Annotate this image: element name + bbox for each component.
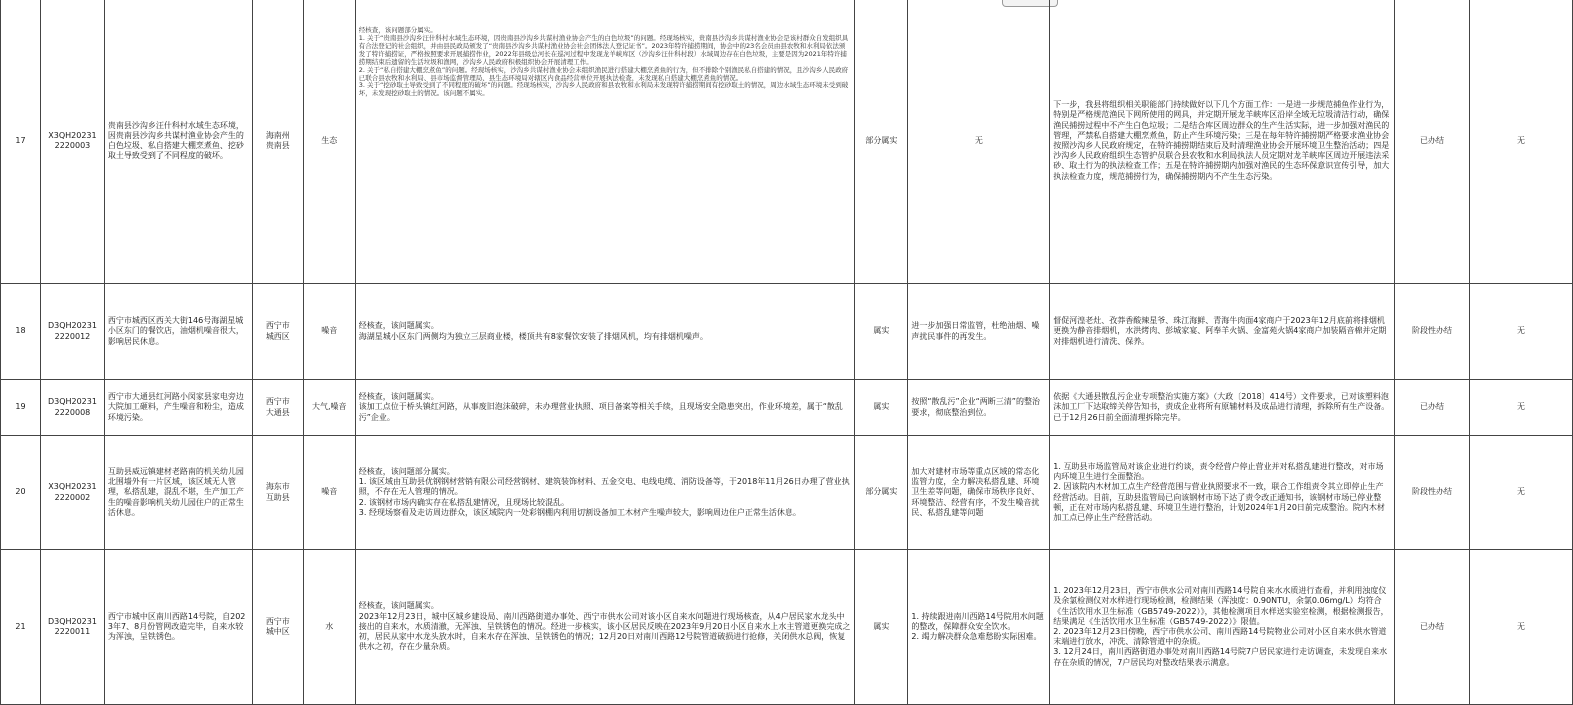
- rectification: 下一步，我县将组织相关职能部门持续做好以下几个方面工作：一是进一步规范捕鱼作业行为，特别是严格规范渔民下网所使用的网具，并定期开展龙羊峡库区沿岸全域无垃圾清洁行动，确保渔民捕捞过程中不产生白色垃圾；二是结合库区周边群众的生产生活实际，进一步加强对渔民的管理，严禁私自搭建大棚烹煮鱼，防止产生环境污染；三是在每年特许捕捞期严格要求渔业协会按照沙沟乡人民政府规定，在特许捕捞期结束后及时清理渔业协会开展环境卫生整治活动；四是沙沟乡人民政府组织生态管护员联合县农牧和水利局执法人员定期对龙羊峡库区周边开展违法采砂、取土行为的执法检查工作；五是在特许捕捞期内加强对渔民的生态环保意识宣传引导，加大执法检查力度，规范捕捞行为，确保捕捞期内不产生生态污染。: [1050, 0, 1395, 284]
- findings-cell: [355, 436, 855, 550]
- region: 西宁市 城中区: [252, 550, 303, 705]
- status: 已办结: [1395, 380, 1470, 436]
- findings-item: 2. 该钢材市场内确实存在私搭乱建情况，且现场比较混乱。: [358, 497, 569, 507]
- row-number: 20: [1, 436, 41, 550]
- findings-head: 经核查，该问题属实。: [358, 392, 439, 402]
- rectification: 1. 2023年12月23日，西宁市供水公司对南川西路14号院自来水水质进行查看，并利用浊度仪及余氯检测仪对水样进行现场检测，检测结果（浑浊度：0.90NTU，余氯0.06mg/L）均符合《生活饮用水卫生标准（GB5749-2022）》，其他检测项目水样送实验室检测，根据检测报告，结果满足《生活饮用水卫生标准（GB5749-2022）》限值。 2. 2023年12月23日傍晚，西宁市供水公司、南川西路14号院物业公司对小区自来水供水管道末端进行放水，冲洗、清除管道中的杂质。 3. 12月24日，南川西路街道办事处对南川西路14号院7户居民家进行走访调查，未发现自来水存在杂质的情况，7户居民均对整改结果表示满意。: [1050, 550, 1395, 705]
- findings-cell: [355, 550, 855, 705]
- punishment: 进一步加强日常监管，杜绝油烟、噪声扰民事件的再发生。: [908, 284, 1050, 380]
- pollution-type: 噪音: [303, 284, 355, 380]
- accountability: 无: [1470, 436, 1573, 550]
- status: 已办结: [1395, 0, 1470, 284]
- findings-head: 经核查，该问题属实。: [358, 321, 439, 331]
- punishment: 加大对建材市场等重点区域的常态化监管力度，全力解决私搭乱建、环境卫生差等问题，确保市场秩序良好、环境整洁、经营有序，不发生噪音扰民、私搭乱建等问题: [908, 436, 1050, 550]
- complaint-text: 贵南县沙沟乡汪什科村水域生态环境，因贵南县沙沟乡共谋村渔业协会产生的白色垃圾、私自搭建大棚烹煮鱼、挖砂取土导致受到了不同程度的破坏。: [104, 0, 252, 284]
- verification-result: 部分属实: [855, 436, 908, 550]
- table-row: [1, 284, 1573, 380]
- findings-cell: [355, 0, 855, 284]
- findings-item: 海湖星城小区东门两侧均为独立三层商业楼，楼顶共有8家餐饮安装了排烟风机，均有排烟机噪声。: [358, 331, 708, 341]
- table-row: [1, 550, 1573, 705]
- row-number: 17: [1, 0, 41, 284]
- verification-result: 部分属实: [855, 0, 908, 284]
- findings-item: 2. 关于“私自搭建大棚烹煮鱼”的问题。经现场核实，沙沟乡共谋村渔业协会未组织渔民进行搭建大棚烹煮鱼的行为，但不排除个别渔民私自搭建的情况，且沙沟乡人民政府已联合县农牧和水利局、县市场监督管理局、县生态环境局对辖区内食品经营单位开展执法检查，未发现私自搭建大棚烹煮鱼的情况。: [358, 65, 849, 82]
- accountability: 无: [1470, 380, 1573, 436]
- row-number: 18: [1, 284, 41, 380]
- row-number: 21: [1, 550, 41, 705]
- verification-result: 属实: [855, 284, 908, 380]
- region: 西宁市 城西区: [252, 284, 303, 380]
- case-id: X3QH20231 2220002: [40, 436, 104, 550]
- table-row: [1, 380, 1573, 436]
- case-id: X3QH20231 2220003: [40, 0, 104, 284]
- region: 海南州 贵南县: [252, 0, 303, 284]
- status: 阶段性办结: [1395, 284, 1470, 380]
- punishment: 1. 持续跟进南川西路14号院用水问题的整改，保障群众安全饮水。 2. 竭力解决群众急难愁盼实际困难。: [908, 550, 1050, 705]
- findings-item: 3. 关于“挖砂取土导致受到了不同程度的破坏”的问题。经现场核实，沙沟乡人民政府和县农牧和水利局未发现特许捕捞期间有挖砂取土的情况，周边水域生态环境未受到破坏，未发现挖砂取土的情况。该问题不属实。: [358, 81, 849, 98]
- table-row: [1, 0, 1573, 284]
- region: 海东市 互助县: [252, 436, 303, 550]
- accountability: 无: [1470, 550, 1573, 705]
- case-id: D3QH20231 2220008: [40, 380, 104, 436]
- findings-item: 3. 经现场察看及走访周边群众，该区域院内一处彩钢棚内利用切割设备加工木材产生噪声较大，影响周边住户正常生活休息。: [358, 507, 801, 517]
- verification-result: 属实: [855, 550, 908, 705]
- complaint-text: 西宁市大通县红河路小闵家县家电旁边大院加工砸料，产生噪音和粉尘，造成环境污染。: [104, 380, 252, 436]
- verification-result: 属实: [855, 380, 908, 436]
- punishment: 按照“散乱污”企业“两断三清”的整治要求，彻底整治到位。: [908, 380, 1050, 436]
- pollution-type: 噪音: [303, 436, 355, 550]
- table-row: [1, 436, 1573, 550]
- status: 阶段性办结: [1395, 436, 1470, 550]
- accountability: 无: [1470, 284, 1573, 380]
- findings-cell: [355, 284, 855, 380]
- pollution-type: 水: [303, 550, 355, 705]
- complaint-text: 互助县威远镇建材老路南的机关幼儿园北围墙外有一片区域，该区域无人管理，私搭乱建，混乱不堪，生产加工产生的噪音影响机关幼儿园住户的正常生活休息。: [104, 436, 252, 550]
- accountability: 无: [1470, 0, 1573, 284]
- findings-item: 该加工点位于桥头镇红河路，从事废旧泡沫破碎，未办理营业执照、项目备案等相关手续，且现场安全隐患突出，作业环境差，属于“散乱污”企业。: [358, 402, 843, 422]
- complaint-text: 西宁市城中区南川西路14号院，自2023年7、8月份管网改造完毕，自来水较为浑浊，呈铁锈色。: [104, 550, 252, 705]
- pollution-type: 生态: [303, 0, 355, 284]
- case-id: D3QH20231 2220011: [40, 550, 104, 705]
- findings-head: 经核查，该问题属实。: [358, 601, 439, 611]
- complaint-text: 西宁市城西区西关大街146号海湖星城小区东门的餐饮店，油烟机噪音很大，影响居民休息。: [104, 284, 252, 380]
- status: 已办结: [1395, 550, 1470, 705]
- findings-item: 1. 该区域由互助县优钢钢材营销有限公司经营钢材、建筑装饰材料、五金交电、电线电缆、消防设备等，于2018年11月26日办理了营业执照，不存在无人管理的情况。: [358, 477, 850, 497]
- rectification: 依据《大通县散乱污企业专项整治实施方案》（大政〔2018〕414号）文件要求，已对该塑料泡沫加工厂下达取缔关停告知书，责成企业将所有原辅材料及成品进行清理，拆除所有生产设备。已于12月26日前全面清理拆除完毕。: [1050, 380, 1395, 436]
- pollution-type: 大气,噪音: [303, 380, 355, 436]
- case-id: D3QH20231 2220012: [40, 284, 104, 380]
- rectification: 1. 互助县市场监管局对该企业进行约谈，责令经营户停止营业并对私搭乱建进行整改，对市场内环境卫生进行全面整治。 2. 因该院内木材加工点生产经营范围与营业执照要求不一致，联合工作组责令其立即停止生产经营活动。目前，互助县监管局已向该钢材市场下达了责令改正通知书，该钢材市场已停业整顿，正在对市场内私搭乱建、环境卫生进行整治，计划2024年1月20日前完成整治。院内木材加工点已停止生产经营活动。: [1050, 436, 1395, 550]
- findings-cell: [355, 380, 855, 436]
- findings-head: 经核查，该问题部分属实。: [358, 466, 455, 476]
- row-number: 19: [1, 380, 41, 436]
- region: 西宁市 大通县: [252, 380, 303, 436]
- rectification: 督促河湟老灶、孜莽香酸辣星爷、珠江海鲜、青海牛肉面4家商户于2023年12月底前将排烟机更换为静音排烟机，水洪烤肉、彭城家宴、阿奉羊火锅、金富苑火锅4家商户加装隔音棉并定期对排烟机进行清洗、保养。: [1050, 284, 1395, 380]
- findings-item: 2023年12月23日，城中区城乡建设局、南川西路街道办事处、西宁市供水公司对该小区自来水问题进行现场核查，从4户居民家水龙头中接出的自来水，水质清澈，无浑浊、呈铁锈色的情况。经进一步核实，该小区居民反映在2023年9月20日小区自来水上水主管道更换完成之初，居民从家中水龙头放水时，自来水存在浑浊、呈铁锈色的情况；12月20日对南川西路12号院管道破损进行抢修，关闭供水总阀，恢复供水之初，存在少量杂质。: [358, 611, 851, 652]
- findings-item: 1. 关于“贵南县沙沟乡汪什科村水域生态环境，因贵南县沙沟乡共谋村渔业协会产生的白色垃圾”的问题。经现场核实，贵南县沙沟乡共谋村渔业协会是该村群众自发组织具有合法登记的社会组织，并由县民政局颁发了“贵南县沙沟乡共谋村渔业协会社会团体法人登记证书”。2023年特许捕捞期间，协会中的23名会员由县农牧和水利局依法颁发了特许捕捞证，严格按照要求开展捕捞作业，2022年县级总河长在巡河过程中发现龙羊峡库区（沙沟乡汪什科村段）水域周边存在白色垃圾，主要是因为2021年特许捕捞期结束后遗留的生活垃圾和渔网，沙沟乡人民政府积极组织协会开展清理工作。: [358, 33, 849, 66]
- findings-head: 经核查，该问题部分属实。: [358, 26, 437, 34]
- punishment: 无: [908, 0, 1050, 284]
